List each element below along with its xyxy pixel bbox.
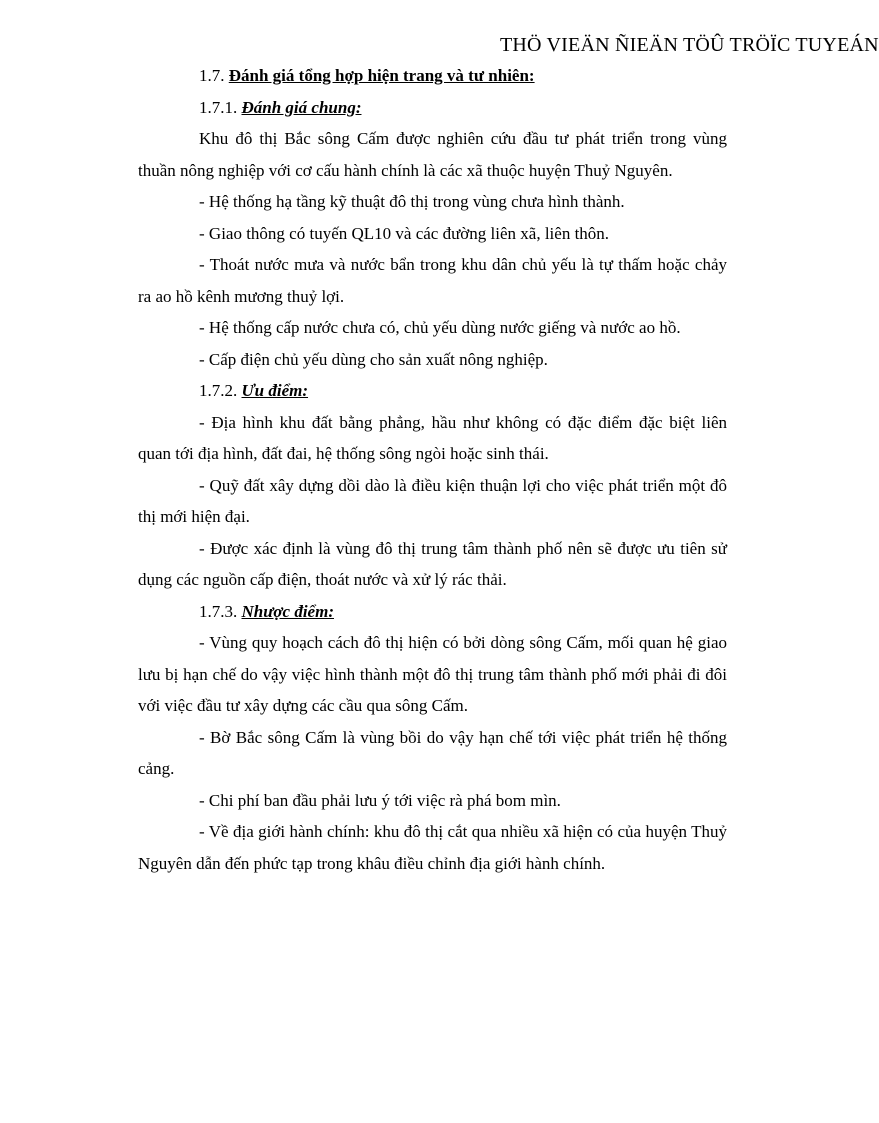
paragraph: Khu đô thị Bắc sông Cấm được nghiên cứu đầu tư phát triển trong vùng thuần nông nghiệp với cơ cấu hành chính là các xã thuộc huyện Thuỷ Nguyên. — [138, 129, 727, 180]
paragraph: - Giao thông có tuyến QL10 và các đường liên xã, liên thôn. — [199, 223, 610, 243]
subsection-number: 1.7.2. — [199, 381, 238, 400]
subsection-number: 1.7.1. — [199, 97, 238, 117]
subsection-heading — [138, 375, 727, 407]
paragraph: - Được xác định là vùng đô thị trung tâm thành phố nên sẽ được ưu tiên sử dụng các nguồn cấp điện, thoát nước và xử lý rác thải. — [138, 538, 727, 589]
watermark-header: THÖ VIEÄN ÑIEÄN TÖÛ TRÖÏC TUYEÁN — [500, 34, 879, 56]
paragraph: - Quỹ đất xây dựng dồi dào là điều kiện thuận lợi cho việc phát triển một đô thị mới hiện đại. — [138, 475, 727, 526]
paragraph: - Vùng quy hoạch cách đô thị hiện có bởi dòng sông Cấm, mối quan hệ giao lưu bị hạn chế do vậy việc hình thành một đô thị trung tâm thành phố mới phải đi đôi với việc đầu tư xây dựng các cầu qua sông Cấm. — [138, 633, 727, 715]
section-number: 1.7. — [199, 66, 225, 85]
subsection-title: Đánh giá chung: — [241, 97, 362, 117]
paragraph: - Về địa giới hành chính: khu đô thị cắt qua nhiều xã hiện có của huyện Thuỷ Nguyên dẫn đến phức tạp trong khâu điều chỉnh địa giới hành chính. — [138, 822, 727, 873]
paragraph: - Hệ thống hạ tầng kỹ thuật đô thị trong vùng chưa hình thành. — [199, 192, 625, 211]
subsection-title: Nhược điểm: — [241, 601, 334, 621]
paragraph: - Cấp điện chủ yếu dùng cho sản xuất nông nghiệp. — [199, 349, 548, 369]
subsection-title: Ưu điểm: — [241, 381, 309, 400]
paragraph: - Thoát nước mưa và nước bẩn trong khu dân chủ yếu là tự thấm hoặc chảy ra ao hồ kênh mương thuỷ lợi. — [138, 255, 727, 306]
document-body — [138, 60, 727, 879]
subsection-number: 1.7.3. — [199, 601, 238, 621]
section-heading — [138, 60, 727, 92]
subsection-heading — [138, 596, 727, 628]
section-title: Đánh giá tổng hợp hiện trang và tư nhiên: — [228, 66, 535, 85]
subsection-heading — [138, 92, 727, 124]
paragraph: - Chi phí ban đầu phải lưu ý tới việc rà phá bom mìn. — [199, 790, 561, 810]
paragraph: - Hệ thống cấp nước chưa có, chủ yếu dùng nước giếng và nước ao hồ. — [199, 318, 681, 337]
paragraph: - Bờ Bắc sông Cấm là vùng bồi do vậy hạn chế tới việc phát triển hệ thống cảng. — [138, 727, 727, 778]
paragraph: - Địa hình khu đất bằng phẳng, hầu như không có đặc điểm đặc biệt liên quan tới địa hình, đất đai, hệ thống sông ngòi hoặc sinh thái. — [138, 412, 727, 463]
